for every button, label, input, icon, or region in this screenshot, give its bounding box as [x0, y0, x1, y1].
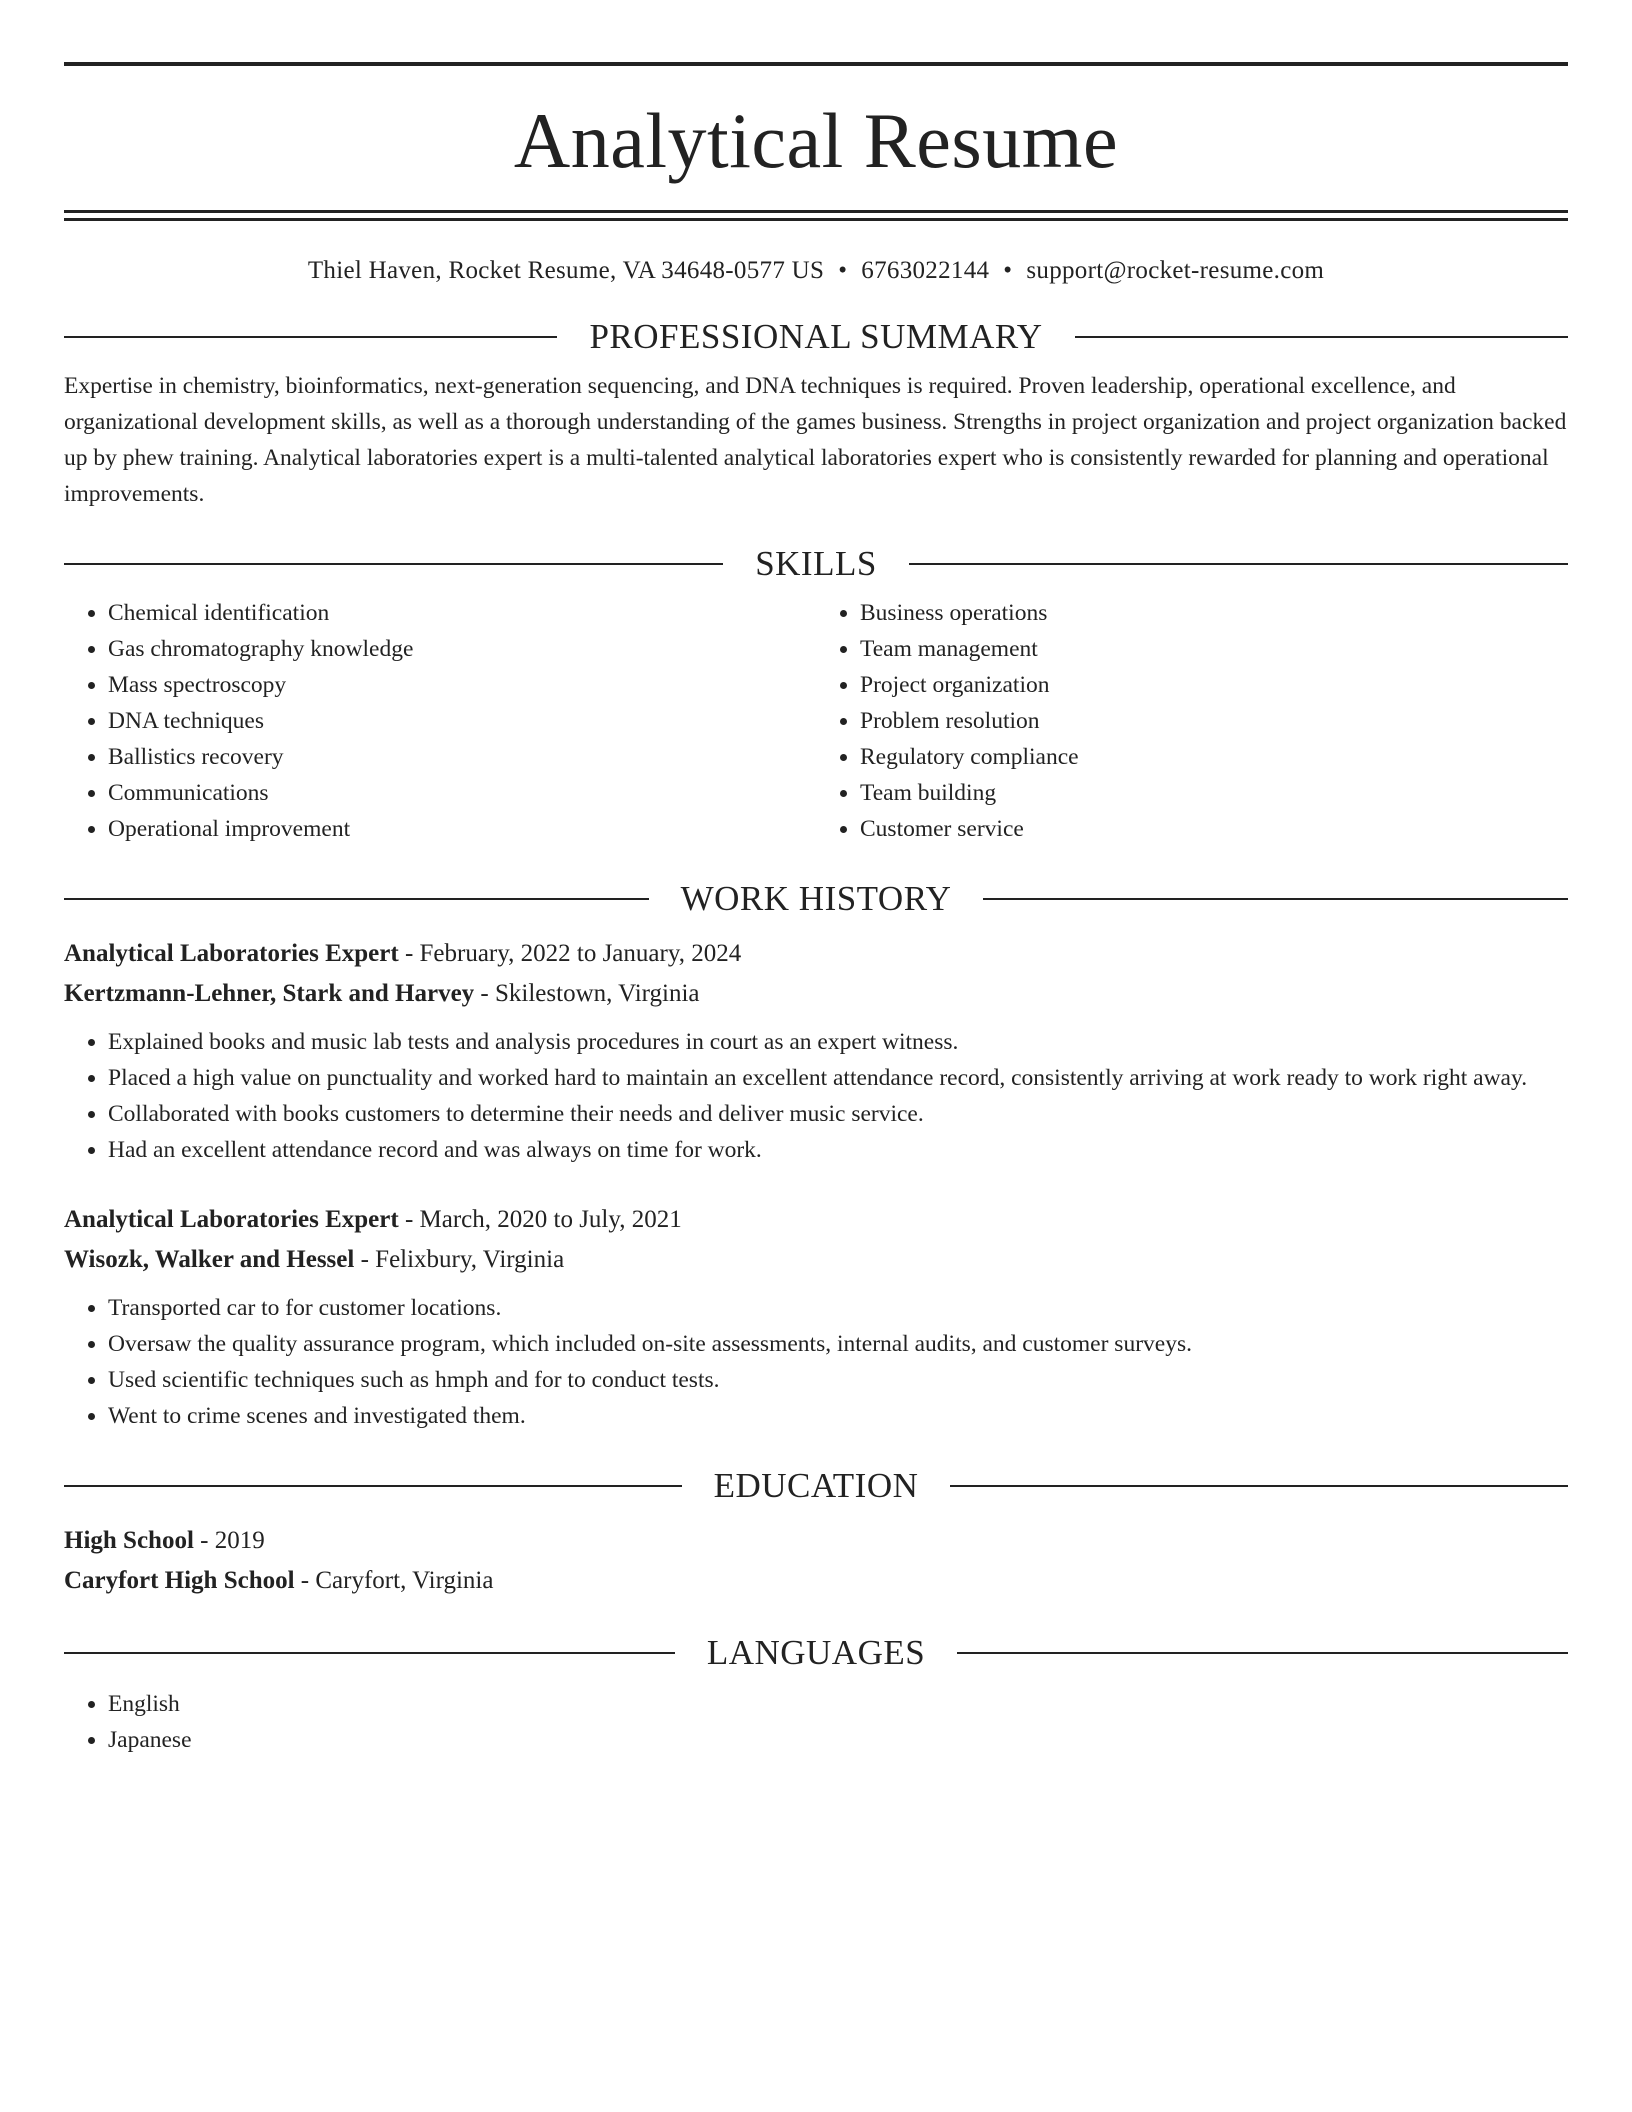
top-divider — [64, 62, 1568, 66]
heading-rule-right — [909, 563, 1568, 565]
section-title-languages: LANGUAGES — [706, 1633, 926, 1672]
skill-item: • Business operations — [860, 595, 1568, 631]
section-heading-summary — [64, 319, 1568, 354]
contact-separator: • — [838, 257, 848, 284]
skill-item: • Regulatory compliance — [860, 739, 1568, 775]
job-bullet: • Had an excellent attendance record and was always on time for work. — [108, 1132, 1568, 1168]
section-title-work: WORK HISTORY — [680, 879, 952, 918]
skill-item: • Operational improvement — [108, 811, 816, 847]
education-degree: High School — [64, 1527, 194, 1554]
languages-list — [64, 1686, 1568, 1758]
language-item: • English — [108, 1686, 1568, 1722]
skill-item: • Gas chromatography knowledge — [108, 631, 816, 667]
job-bullets — [64, 1024, 1568, 1168]
heading-rule-left — [64, 336, 557, 338]
job-company-line — [64, 1240, 1568, 1280]
section-title-education: EDUCATION — [713, 1466, 919, 1505]
skill-item: • Project organization — [860, 667, 1568, 703]
heading-rule-right — [950, 1485, 1568, 1487]
education-year: - 2019 — [193, 1527, 265, 1554]
skill-item: • Team management — [860, 631, 1568, 667]
skill-item: • Team building — [860, 775, 1568, 811]
job-entry — [64, 934, 1568, 1168]
contact-separator: • — [1003, 257, 1013, 284]
heading-rule-right — [983, 898, 1568, 900]
job-entry — [64, 1200, 1568, 1434]
job-bullets — [64, 1290, 1568, 1434]
job-bullet: • Explained books and music lab tests and analysis procedures in court as an expert witness. — [108, 1024, 1568, 1060]
heading-rule-right — [957, 1652, 1568, 1654]
education-entry — [64, 1521, 1568, 1601]
skill-item: • Chemical identification — [108, 595, 816, 631]
job-dates: - March, 2020 to July, 2021 — [398, 1206, 682, 1233]
job-company-line — [64, 974, 1568, 1014]
heading-rule-left — [64, 1652, 675, 1654]
skill-item: • Customer service — [860, 811, 1568, 847]
contact-phone: 6763022144 — [861, 257, 990, 284]
skill-item: • DNA techniques — [108, 703, 816, 739]
title-double-divider — [64, 210, 1568, 221]
job-company: Wisozk, Walker and Hessel — [64, 1246, 355, 1273]
skill-item: • Problem resolution — [860, 703, 1568, 739]
job-company: Kertzmann-Lehner, Stark and Harvey — [64, 980, 475, 1007]
section-heading-skills — [64, 546, 1568, 581]
job-bullet: • Used scientific techniques such as hmph and for to conduct tests. — [108, 1362, 1568, 1398]
heading-rule-left — [64, 1485, 682, 1487]
education-location: - Caryfort, Virginia — [294, 1567, 494, 1594]
contact-line — [64, 257, 1568, 285]
job-bullet: • Oversaw the quality assurance program, which included on-site assessments, internal audits, and customer surveys. — [108, 1326, 1568, 1362]
section-heading-work — [64, 881, 1568, 916]
section-title-skills: SKILLS — [755, 544, 877, 583]
job-bullet: • Placed a high value on punctuality and worked hard to maintain an excellent attendance record, consistently arriving at work ready to work right away. — [108, 1060, 1568, 1096]
job-bullet: • Went to crime scenes and investigated them. — [108, 1398, 1568, 1434]
job-location: - Skilestown, Virginia — [474, 980, 700, 1007]
job-dates: - February, 2022 to January, 2024 — [398, 940, 742, 967]
contact-email: support@rocket-resume.com — [1026, 257, 1325, 284]
education-degree-line — [64, 1521, 1568, 1561]
section-title-summary: PROFESSIONAL SUMMARY — [589, 317, 1043, 356]
job-title-line — [64, 934, 1568, 974]
skill-item: • Communications — [108, 775, 816, 811]
section-heading-languages — [64, 1635, 1568, 1670]
job-title: Analytical Laboratories Expert — [64, 1206, 399, 1233]
contact-address: Thiel Haven, Rocket Resume, VA 34648-0577 US — [307, 257, 825, 284]
heading-rule-left — [64, 898, 649, 900]
skills-list — [64, 595, 1568, 847]
skill-item: • Mass spectroscopy — [108, 667, 816, 703]
skill-item: • Ballistics recovery — [108, 739, 816, 775]
job-bullet: • Collaborated with books customers to determine their needs and deliver music service. — [108, 1096, 1568, 1132]
skills-column-left — [64, 595, 816, 847]
language-item: • Japanese — [108, 1722, 1568, 1758]
education-school: Caryfort High School — [64, 1567, 295, 1594]
job-title-line — [64, 1200, 1568, 1240]
job-bullet: • Transported car to for customer locations. — [108, 1290, 1568, 1326]
education-school-line — [64, 1561, 1568, 1601]
resume-title: Analytical Resume — [513, 97, 1119, 184]
summary-text: Expertise in chemistry, bioinformatics, next-generation sequencing, and DNA techniques is required. Proven leadership, operational excellence, and organizational development skills, as well as a thorough understanding of the games business. Strengths in project organization and project organization backed up by phew training. Analytical laboratories expert is a multi-talented analytical laboratories expert who is consistently rewarded for planning and operational improvements. — [64, 373, 1567, 507]
section-heading-education — [64, 1468, 1568, 1503]
job-title: Analytical Laboratories Expert — [64, 940, 399, 967]
skills-column-right — [816, 595, 1568, 847]
heading-rule-left — [64, 563, 723, 565]
heading-rule-right — [1075, 336, 1568, 338]
job-location: - Felixbury, Virginia — [354, 1246, 565, 1273]
